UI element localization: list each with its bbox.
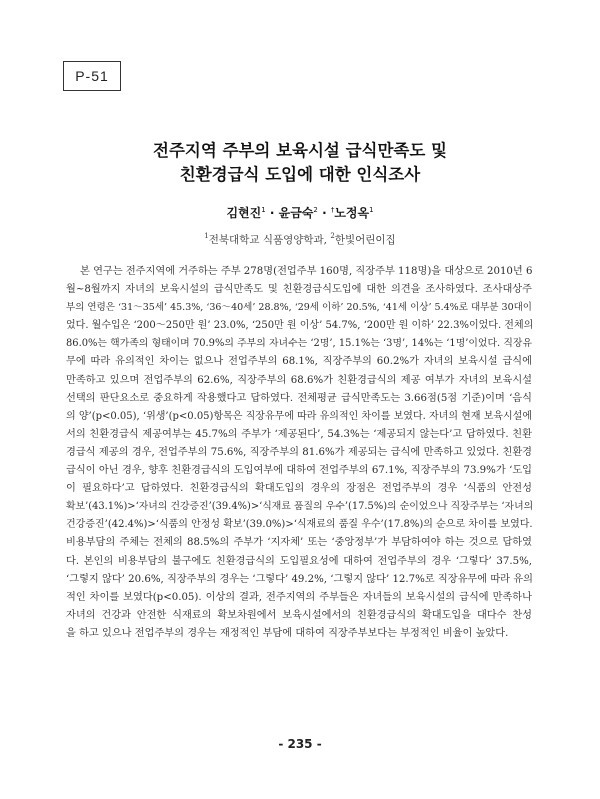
abstract-line: 적인 차이를 보였다(p<0.05). 이상의 결과, 전주지역의 주부들은 자녀들의 보육시설의 급식에 만족하나 bbox=[66, 591, 532, 603]
author-name: 김현진 bbox=[226, 206, 262, 220]
abstract-line: 86.0%는 핵가족의 형태이며 70.9%의 주부의 자녀수는 ‘2명’, 15.1%는 ‘3명’, 14%는 ‘1명’이었다. 직장유 bbox=[66, 338, 532, 350]
affiliation-text: 전북대학교 식품영양학과, bbox=[208, 234, 328, 246]
abstract-line: 선택의 판단요소로 중요하게 작용했다고 답하였다. 전체평균 급식만족도는 3.66점(5점 기준)이며 ‘음식 bbox=[66, 392, 532, 404]
abstract-line: 비용부담의 주체는 전체의 88.5%의 주부가 ‘지자체’ 또는 ‘중앙정부’가 부담하여야 하는 것으로 답하였 bbox=[66, 537, 532, 549]
poster-code-box bbox=[63, 61, 121, 91]
affiliation-text: 한빛어린이집 bbox=[334, 234, 396, 246]
author-affil-sup: 1 bbox=[369, 206, 374, 214]
paper-title-line2: 친환경급식 도입에 대한 인식조사 bbox=[179, 165, 421, 184]
author-separator: · bbox=[269, 206, 275, 220]
poster-code: P-51 bbox=[75, 68, 109, 84]
abstract-line: 월~8월까지 자녀의 보육시설의 급식만족도 및 친환경급식도입에 대한 의견을 조사하였다. 조사대상주 bbox=[66, 284, 532, 296]
author-affil-sup: 2 bbox=[313, 206, 318, 214]
abstract-line: 다. 본인의 비용부담의 불구에도 친환경급식의 도입필요성에 대하여 전업주부의 경우 ‘그렇다’ 37.5%, bbox=[66, 555, 532, 567]
abstract-line: 서의 친환경급식 제공여부는 45.7%의 주부가 ‘제공된다’, 54.3%는 ‘제공되지 않는다’고 답하였다. 친환 bbox=[66, 428, 532, 440]
abstract-line: 었다. 월수입은 ‘200～250만 원’ 23.0%, ‘250만 원 이상’ 54.7%, ‘200만 원 이하’ 22.3%이었다. 전체의 bbox=[66, 320, 534, 332]
abstract-line: 무에 따라 유의적인 차이는 없으나 전업주부의 68.1%, 직장주부의 60.2%가 자녀의 보육시설 급식에 bbox=[66, 356, 532, 368]
author-name: 노정옥 bbox=[334, 206, 370, 220]
abstract-line: ‘그렇지 않다’ 20.6%, 직장주부의 경우는 ‘그렇다’ 49.2%, ‘그렇지 않다’ 12.7%로 직장유무에 따라 유의 bbox=[66, 573, 533, 585]
abstract-line: 급식이 아닌 경우, 향후 친환경급식의 도입여부에 대하여 전업주부의 67.1%, 직장주부의 73.9%가 ‘도입 bbox=[66, 465, 532, 477]
abstract-line: 확보’(43.1%)>‘자녀의 건강증진’(39.4%)>‘식재료 품질의 우수’(17.5%)의 순이었으나 직장주부는 ‘자녀의 bbox=[66, 501, 534, 513]
author-affil-sup: 1 bbox=[261, 206, 266, 214]
page-number: - 235 - bbox=[278, 737, 322, 751]
abstract-body bbox=[66, 263, 532, 643]
abstract-line: 본 연구는 전주지역에 거주하는 주부 278명(전업주부 160명, 직장주부 118명)을 대상으로 2010년 6 bbox=[80, 266, 533, 277]
abstract-line: 부의 연령은 ‘31～35세’ 45.3%, ‘36～40세’ 28.8%, ‘29세 이하’ 20.5%, ‘41세 이상’ 5.4%로 대부분 30대이 bbox=[66, 302, 532, 314]
paper-title-line1: 전주지역 주부의 보육시설 급식만족도 및 bbox=[153, 141, 447, 160]
affiliation-sup: 2 bbox=[330, 232, 335, 240]
abstract-line: 건강증진’(42.4%)>‘식품의 안정성 확보’(39.0%)>‘식재료의 품질 우수’(17.8%)의 순으로 차이를 보였다. bbox=[66, 519, 533, 531]
abstract-line: 자녀의 건강과 안전한 식재료의 확보차원에서 보육시설에서의 친환경급식의 확대도입을 대다수 찬성 bbox=[66, 609, 532, 621]
abstract-line: 만족하고 있으며 전업주부의 62.6%, 직장주부의 68.6%가 친환경급식의 제공 여부가 자녀의 보육시설 bbox=[66, 374, 532, 386]
affiliation-sup: 1 bbox=[204, 232, 209, 240]
affiliation-line bbox=[0, 232, 600, 247]
abstract-line: 경급식 제공의 경우, 전업주부의 75.6%, 직장주부의 81.6%가 제공되는 급식에 만족하고 있었다. 친환경 bbox=[66, 446, 532, 458]
author-list bbox=[0, 204, 600, 221]
abstract-line: 의 양’(p<0.05), ‘위생’(p<0.05)항목은 직장유무에 따라 유의적인 차이를 보였다. 자녀의 현재 보육시설에 bbox=[66, 410, 532, 422]
author-name: 윤금숙 bbox=[278, 206, 314, 220]
author-separator: · bbox=[322, 206, 327, 220]
corresponding-author-mark: † bbox=[330, 206, 335, 214]
abstract-line: 을 하고 있으나 전업주부의 경우는 재정적인 부담에 대하여 직장주부보다는 부정적인 비율이 높았다. bbox=[66, 627, 509, 639]
abstract-line: 이 필요하다’고 답하였다. 친환경급식의 확대도입의 경우의 장점은 전업주부의 경우 ‘식품의 안전성 bbox=[66, 483, 532, 495]
